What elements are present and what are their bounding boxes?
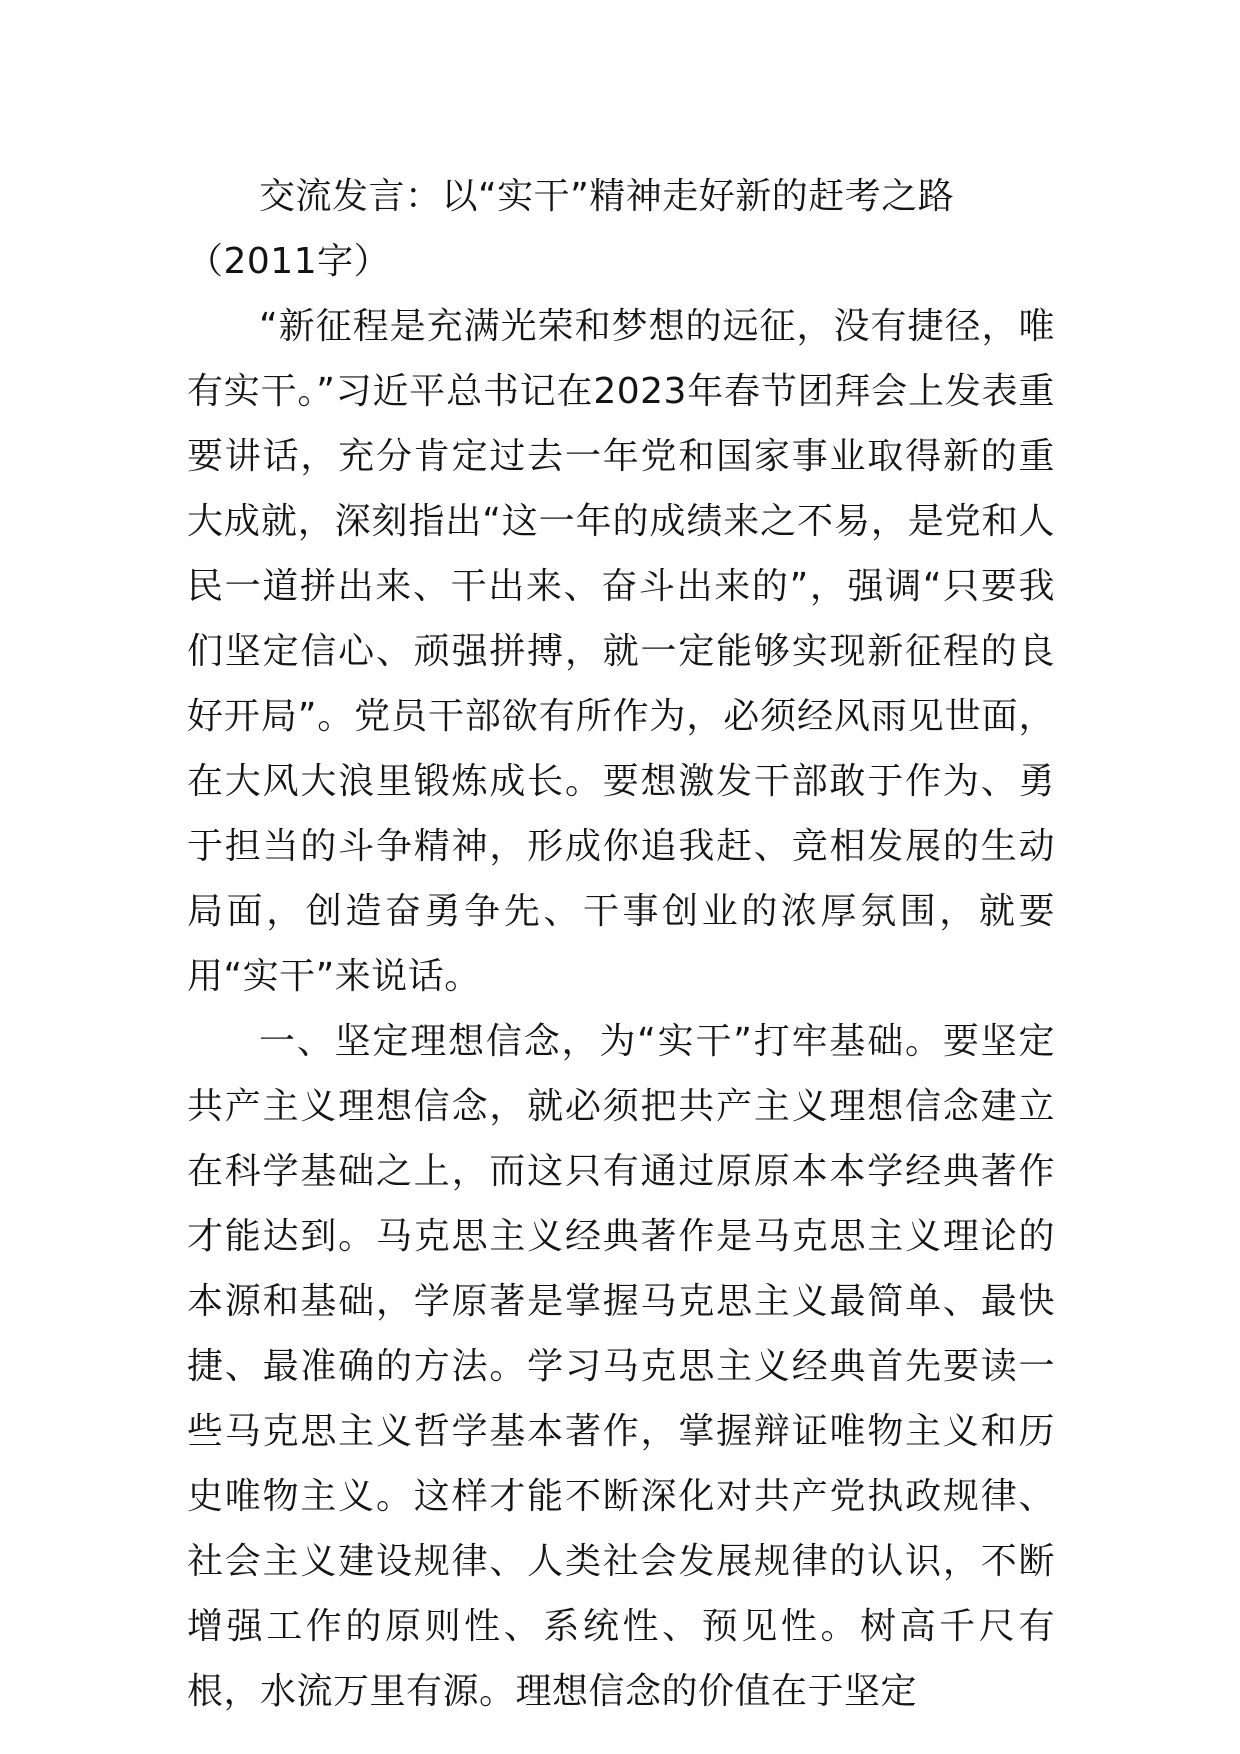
document-title: 交流发言：以“实干”精神走好新的赶考之路（2011字）	[187, 176, 955, 282]
paragraph-intro: “新征程是充满光荣和梦想的远征，没有捷径，唯有实干。”习近平总书记在2023年春节团拜会上发表重要讲话，充分肯定过去一年党和国家事业取得新的重大成就，深刻指出“这一年的成绩来之不易，是党和人民一道拼出来、干出来、奋斗出来的”，强调“只要我们坚定信心、顽强拼搏，就一定能够实现新征程的良好开局”。党员干部欲有所作为，必须经风雨见世面，在大风大浪里锻炼成长。要想激发干部敢于作为、勇于担当的斗争精神，形成你追我赶、竞相发展的生动局面，创造奋勇争先、干事创业的浓厚氛围，就要用“实干”来说话。	[187, 306, 1055, 997]
paragraph-section-one: 一、坚定理想信念，为“实干”打牢基础。要坚定共产主义理想信念，就必须把共产主义理想信念建立在科学基础之上，而这只有通过原原本本学经典著作才能达到。马克思主义经典著作是马克思主义理论的本源和基础，学原著是掌握马克思主义最简单、最快捷、最准确的方法。学习马克思主义经典首先要读一些马克思主义哲学基本著作，掌握辩证唯物主义和历史唯物主义。这样才能不断深化对共产党执政规律、社会主义建设规律、人类社会发展规律的认识，不断增强工作的原则性、系统性、预见性。树高千尺有根，水流万里有源。理想信念的价值在于坚定	[187, 1021, 1055, 1712]
document-body	[187, 164, 1055, 1724]
